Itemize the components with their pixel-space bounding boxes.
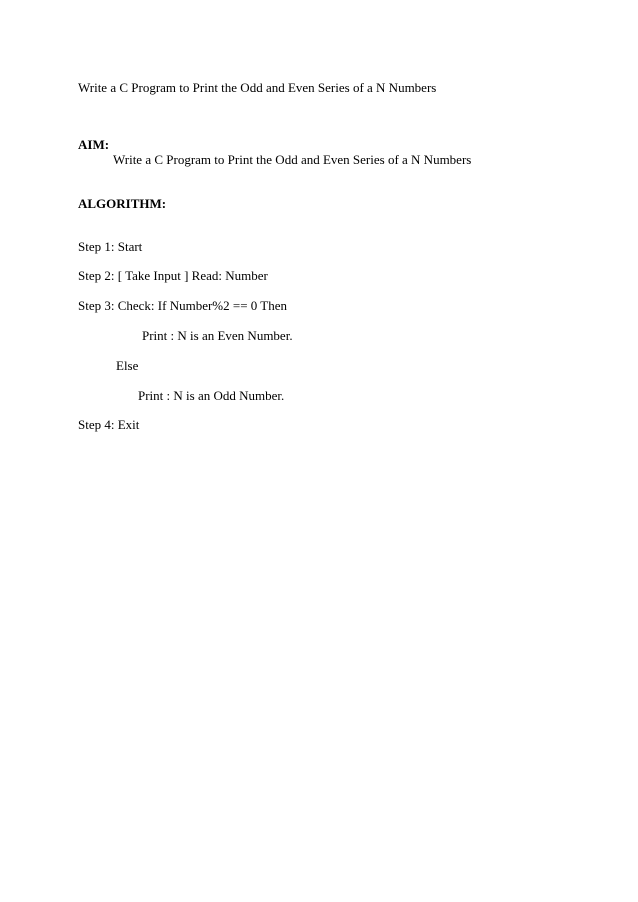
algorithm-step-2: Step 2: [ Take Input ] Read: Number bbox=[78, 268, 268, 283]
algorithm-step-3-else-action: Print : N is an Odd Number. bbox=[138, 388, 285, 403]
algorithm-step-4: Step 4: Exit bbox=[78, 417, 140, 432]
algorithm-step-1: Step 1: Start bbox=[78, 239, 143, 254]
aim-heading: AIM: bbox=[78, 137, 110, 152]
algorithm-step-3: Step 3: Check: If Number%2 == 0 Then bbox=[78, 298, 288, 313]
aim-text: Write a C Program to Print the Odd and Even Series of a N Numbers bbox=[113, 152, 472, 167]
algorithm-step-3-then: Print : N is an Even Number. bbox=[142, 328, 293, 343]
document-title: Write a C Program to Print the Odd and Even Series of a N Numbers bbox=[78, 80, 437, 95]
algorithm-step-3-else: Else bbox=[116, 358, 139, 373]
algorithm-heading: ALGORITHM: bbox=[78, 196, 167, 211]
